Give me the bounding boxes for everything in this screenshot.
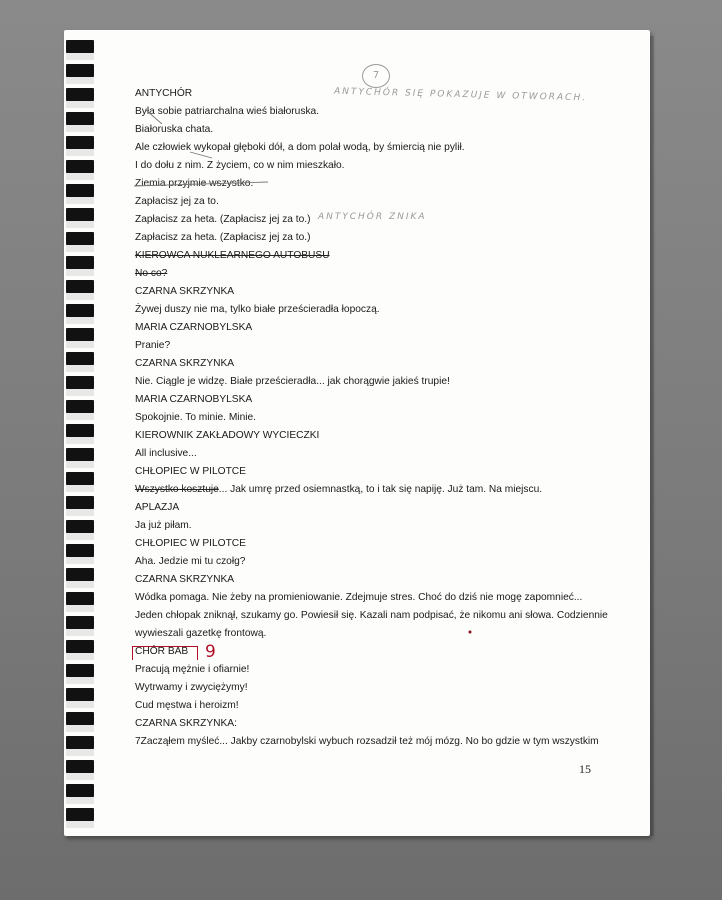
speaker-name: CHÓR BAB [135,646,189,657]
struck-phrase: Wszystko kosztuje [135,484,219,495]
dialogue-line: Zapłacisz jej za to. [135,196,219,207]
dialogue-line: All inclusive... [135,448,197,459]
binding-hole [66,760,94,773]
dialogue-line: Wódka pomaga. Nie żeby na promieniowanie. Zdejmuje stres. Choć do dziś nie mogę zapomnieć... [135,592,583,603]
binding-hole [66,232,94,245]
dialogue-line: Nie. Ciągle je widzę. Białe prześcieradła... jak chorągwie jakieś trupie! [135,376,450,387]
binding-hole [66,160,94,173]
binding-hole [66,520,94,533]
binding-hole [66,424,94,437]
binding-hole [66,544,94,557]
dialogue-line: Wytrwamy i zwyciężymy! [135,682,248,693]
dialogue-line: Aha. Jedzie mi tu czołg? [135,556,246,567]
page-number: 15 [579,762,591,776]
binding-hole [66,448,94,461]
binding-hole [66,592,94,605]
binding-hole [66,88,94,101]
dialogue-line: Pranie? [135,340,171,351]
dialogue-line: Ale człowiek wykopał głęboki dół, a dom polał wodą, by śmiercią nie pylił. [135,142,465,153]
dialogue-line: Żywej duszy nie ma, tylko białe prześcieradła łopoczą. [135,304,380,315]
binding-hole [66,256,94,269]
binding-hole [66,664,94,677]
dialogue-line: Ziemia przyjmie wszystko. [135,178,254,189]
binding-hole [66,280,94,293]
dialogue-line: Jeden chłopak zniknął, szukamy go. Powiesił się. Kazali nam podpisać, że nikomu ani słowa. Codziennie [135,610,608,621]
dialogue-line: I do dołu z nim. Z życiem, co w nim mieszkało. [135,160,345,171]
binding-hole [66,112,94,125]
red-pen-number: 9 [205,642,216,662]
binding-hole [66,736,94,749]
struck-speaker-name: KIEROWCA NUKLEARNEGO AUTOBUSU [135,250,330,261]
binding-hole [66,568,94,581]
binding-hole [66,136,94,149]
binding-hole [66,184,94,197]
binding-hole [66,40,94,53]
speaker-name: CZARNA SKRZYNKA [135,358,235,369]
dialogue-text: ... Jak umrę przed osiemnastką, to i tak się napiję. Już tam. Na miejscu. [218,484,543,495]
speaker-name: CHŁOPIEC W PILOTCE [135,538,246,549]
binding-hole [66,808,94,821]
dialogue-line: Cud męstwa i heroizm! [135,700,239,711]
dialogue-line: Była sobie patriarchalna wieś białoruska. [135,106,320,117]
binding-hole [66,616,94,629]
dialogue-line: Zapłacisz za heta. (Zapłacisz jej za to.) [135,214,311,225]
dialogue-line [135,484,542,496]
binding-hole [66,328,94,341]
binding-hole [66,712,94,725]
binding-hole [66,688,94,701]
circled-annotation-number: 7 [362,64,390,88]
speaker-name: APLAZJA [135,502,180,513]
pencil-note-antychor-disappears: ANTYCHÓR ZNIKA [318,212,427,222]
dialogue-line: Zapłacisz za heta. (Zapłacisz jej za to.) [135,232,311,243]
spiral-binding [62,36,98,836]
binding-hole [66,496,94,509]
binding-hole [66,64,94,77]
binding-hole [66,472,94,485]
red-pen-bracket [132,646,198,660]
pencil-note-antychor-appears: ANTYCHÓR SIĘ POKAZUJE W OTWORACH. [333,86,588,104]
speaker-name: MARIA CZARNOBYLSKA [135,394,253,405]
binding-hole [66,352,94,365]
binding-hole [66,640,94,653]
dialogue-line: Spokojnie. To minie. Minie. [135,412,256,423]
binding-hole [66,376,94,389]
speaker-name: CZARNA SKRZYNKA [135,574,235,585]
dialogue-line: Ja już piłam. [135,520,192,531]
speaker-name: CZARNA SKRZYNKA [135,286,235,297]
speaker-name: CZARNA SKRZYNKA: [135,718,237,729]
binding-hole [66,400,94,413]
dialogue-line: Białoruska chata. [135,124,214,135]
speaker-name: MARIA CZARNOBYLSKA [135,322,253,333]
dialogue-line: 7Zacząłem myśleć... Jakby czarnobylski wybuch rozsadził też mój mózg. No bo gdzie w tym wszystkim [135,736,599,747]
dialogue-line: Pracują mężnie i ofiarnie! [135,664,250,675]
binding-hole [66,304,94,317]
binding-hole [66,208,94,221]
dialogue-line: wywieszali gazetkę frontową. [135,628,267,639]
speaker-name: KIEROWNIK ZAKŁADOWY WYCIECZKI [135,430,320,441]
binding-hole [66,784,94,797]
speaker-name: ANTYCHÓR [135,88,193,99]
struck-dialogue-line: No co? [135,268,168,279]
speaker-name: CHŁOPIEC W PILOTCE [135,466,246,477]
